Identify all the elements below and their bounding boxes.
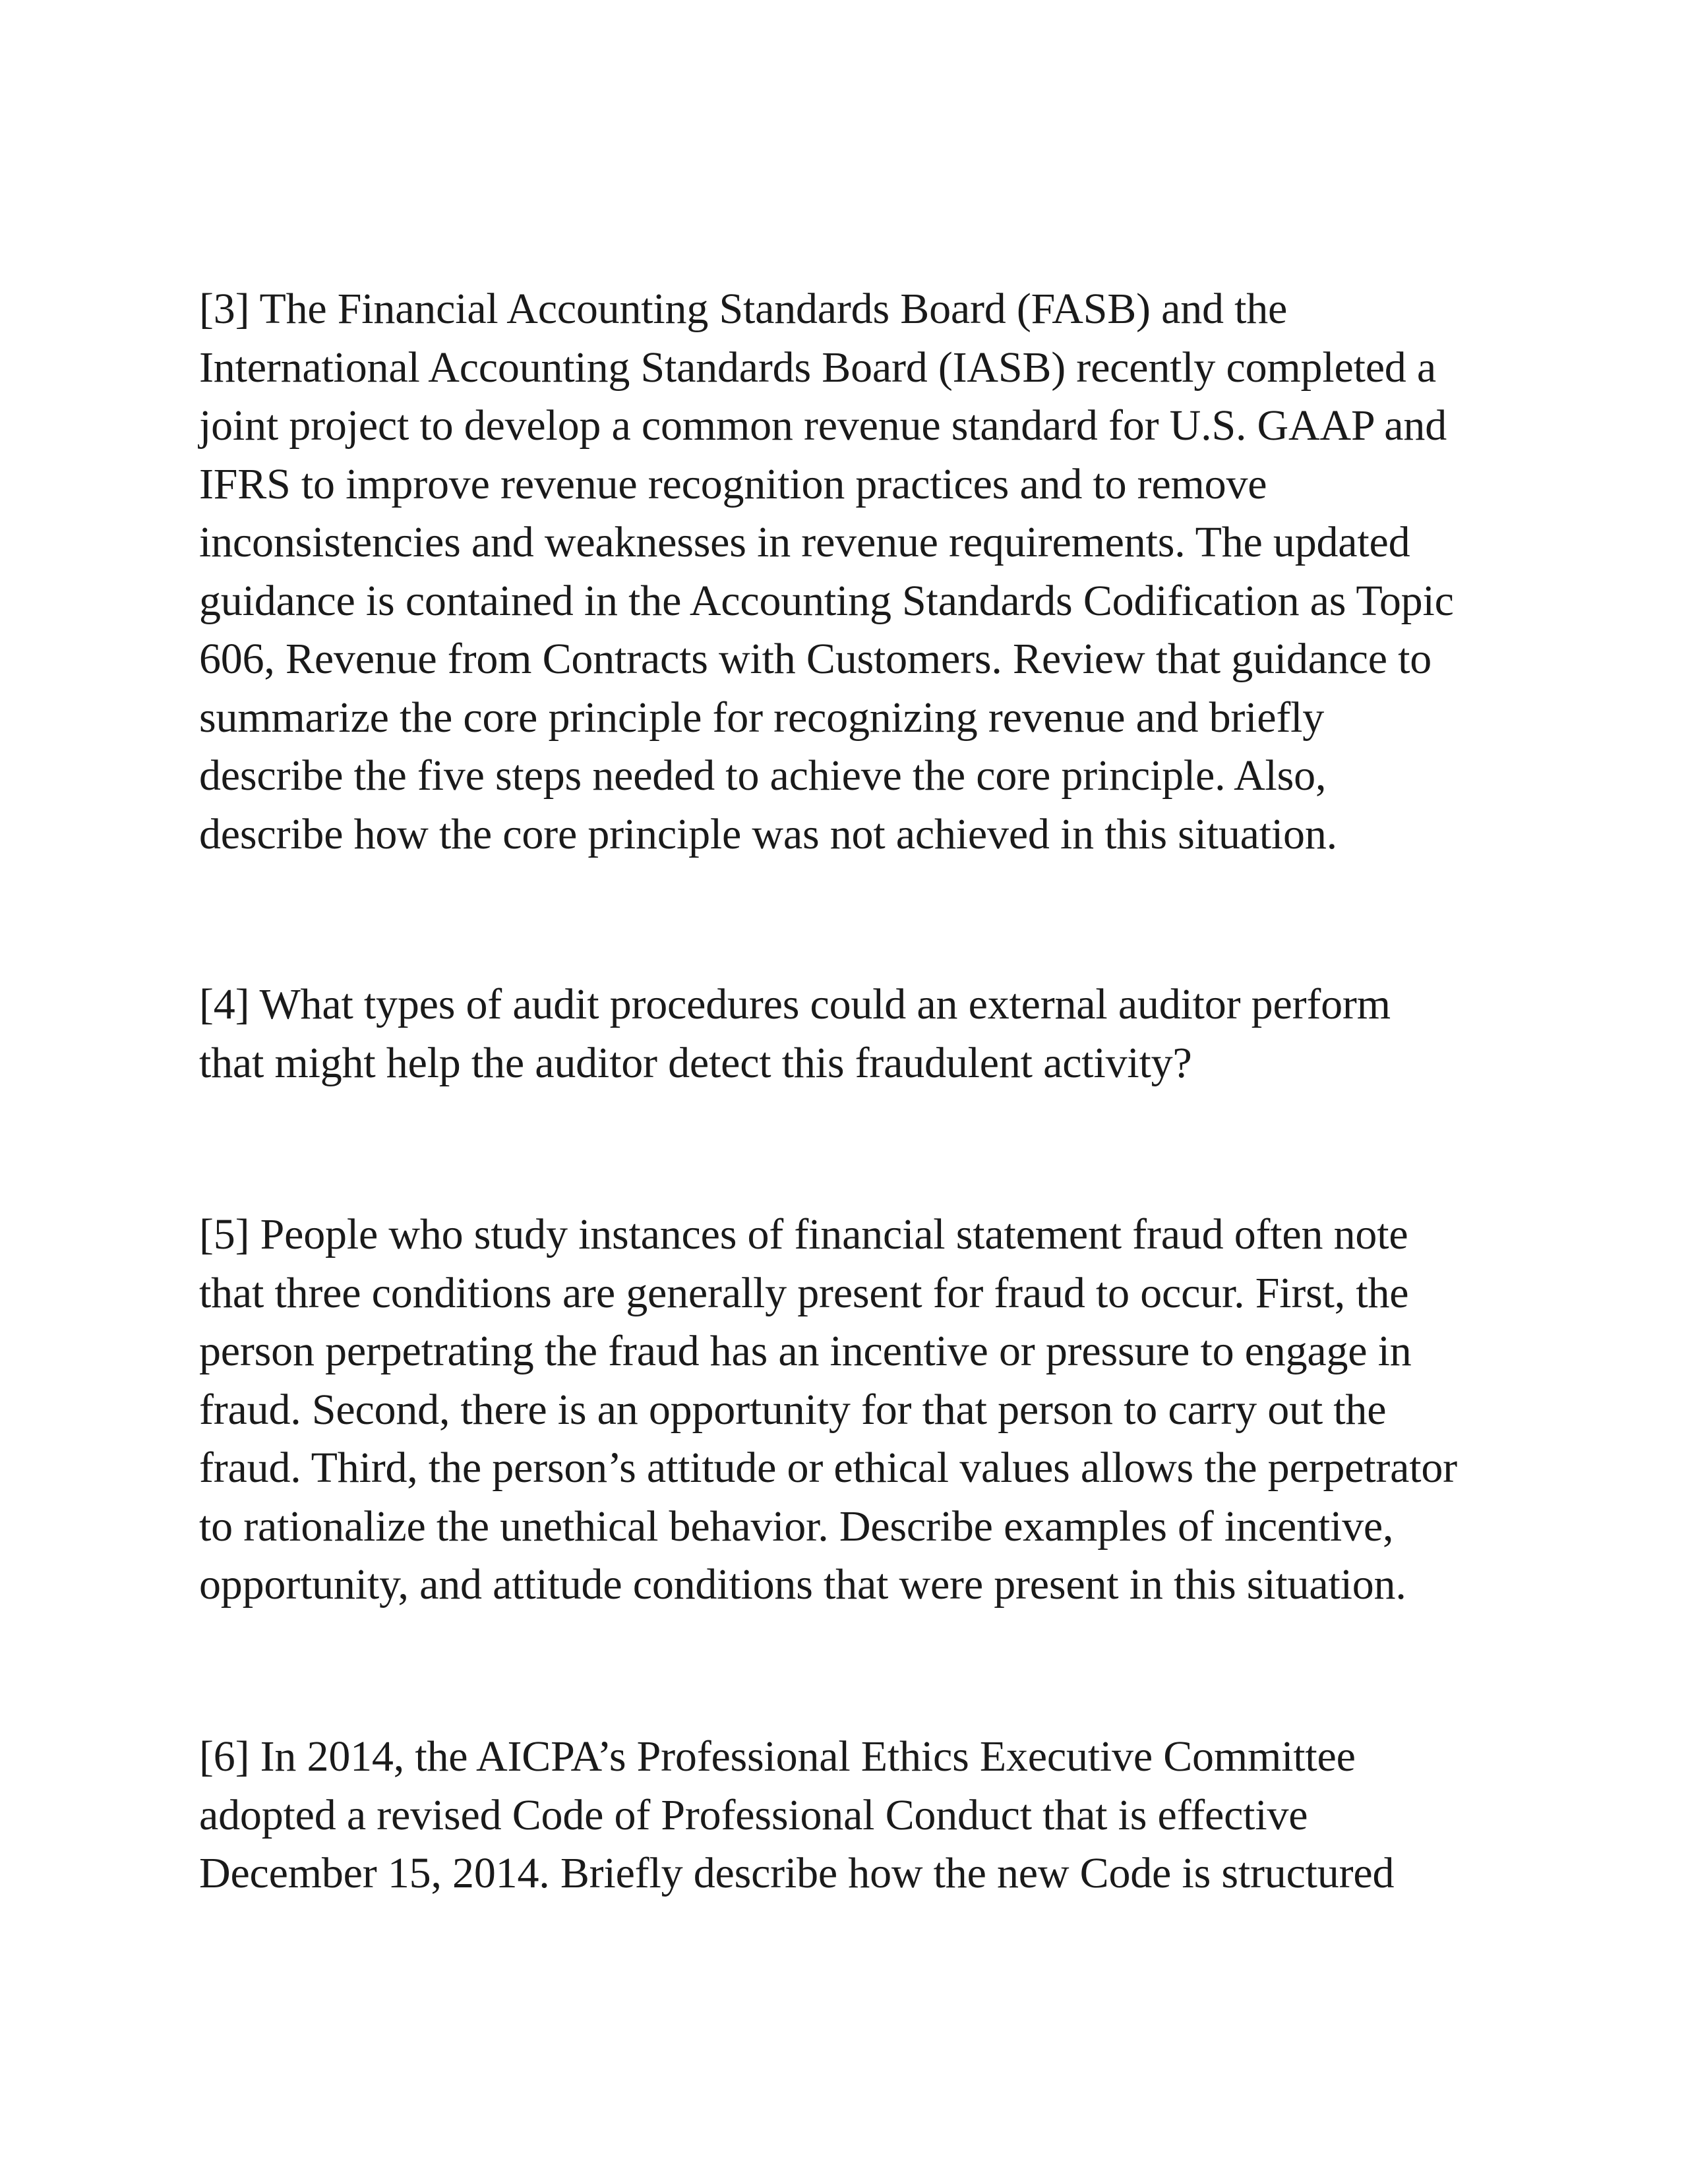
question-3-paragraph: [3] The Financial Accounting Standards Board (FASB) and the International Accounting Standards Board (IASB) recently completed a joint project to develop a common revenue standard for U.S. GAAP and IFRS to improve revenue recognition practices and to remove inconsistencies and weaknesses in revenue requirements. The updated guidance is contained in the Accounting Standards Codification as Topic 606, Revenue from Contracts with Customers. Review that guidance to summarize the core principle for recognizing revenue and briefly describe the five steps needed to achieve the core principle. Also, describe how the core principle was not achieved in this situation. <box>199 285 1454 858</box>
question-6-paragraph: [6] In 2014, the AICPA’s Professional Ethics Executive Committee adopted a revised Code of Professional Conduct that is effective December 15, 2014. Briefly describe how the new Code is structured <box>199 1732 1395 1897</box>
question-4-paragraph: [4] What types of audit procedures could an external auditor perform that might help the auditor detect this fraudulent activity? <box>199 980 1391 1087</box>
question-5-paragraph: [5] People who study instances of financial statement fraud often note that three conditions are generally present for fraud to occur. First, the person perpetrating the fraud has an incentive or pressure to engage in fraud. Second, there is an opportunity for that person to carry out the fraud. Third, the person’s attitude or ethical values allows the perpetrator to rationalize the unethical behavior. Describe examples of incentive, opportunity, and attitude conditions that were present in this situation. <box>199 1210 1457 1608</box>
